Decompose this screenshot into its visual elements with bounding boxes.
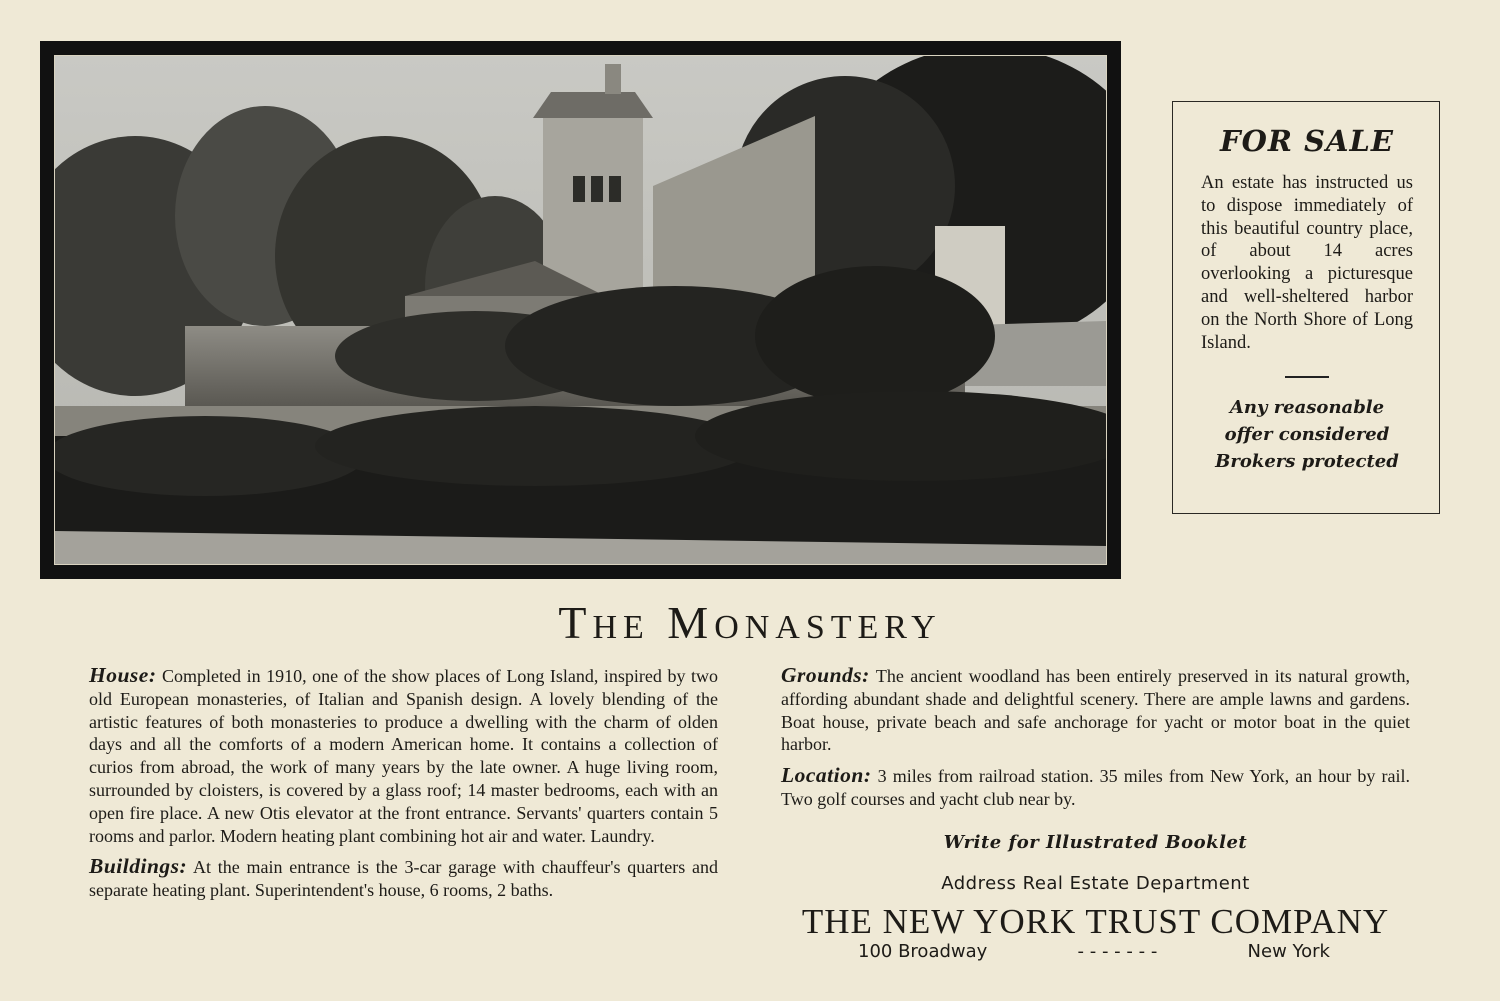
- grounds-text: The ancient woodland has been entirely preserved in its natural growth, affording abundant shade and delightful scenery. There are ample lawns and gardens. Boat house, private beach and safe anchorage for yacht or motor boat in the quiet harbor.: [781, 666, 1410, 755]
- location-paragraph: [781, 764, 1410, 811]
- offer-note-line: Brokers protected: [1215, 451, 1399, 473]
- address-line: [858, 941, 1330, 962]
- company-name: THE NEW YORK TRUST COMPANY: [801, 902, 1390, 941]
- location-label: Location:: [781, 763, 872, 788]
- grounds-label: Grounds:: [781, 663, 870, 687]
- for-sale-title: FOR SALE: [1220, 124, 1394, 158]
- buildings-paragraph: [89, 855, 718, 902]
- booklet-request: Write for Illustrated Booklet: [943, 832, 1248, 853]
- title-initial: M: [667, 597, 715, 648]
- divider-rule: [1285, 376, 1329, 378]
- title-initial: T: [558, 597, 593, 648]
- house-paragraph: [89, 664, 718, 847]
- house-label: House:: [89, 663, 157, 687]
- city-name: New York: [1247, 941, 1330, 962]
- left-column: [89, 664, 718, 910]
- estate-photo-frame: [40, 41, 1121, 579]
- address-dashes: - - - - - - -: [1077, 941, 1158, 962]
- house-text: Completed in 1910, one of the show places of Long Island, inspired by two old European monasteries, of Italian and Spanish design. A lovely blending of the artistic features of both monasteries to produce a dwelling with the charm of olden days and all the comforts of a modern American home. It contains a collection of curios from abroad, the work of many years by the late owner. A huge living room, surrounded by cloisters, is covered by a glass roof; 14 master bedrooms, each with an open fire place. A new Otis elevator at the front entrance. Servants' quarters contain 5 rooms and parlor. Modern heating plant combining hot air and water. Laundry.: [89, 666, 718, 846]
- for-sale-box: [1172, 101, 1440, 514]
- location-text: 3 miles from railroad station. 35 miles from New York, an hour by rail. Two golf courses and yacht club near by.: [781, 766, 1410, 809]
- street-address: 100 Broadway: [858, 941, 988, 962]
- estate-photo: [54, 55, 1107, 565]
- grounds-paragraph: [781, 664, 1410, 756]
- for-sale-description: An estate has instructed us to dispose immediately of this beautiful country place, of about 14 acres overlooking a picturesque and well-sheltered harbor on the North Shore of Long Island.: [1201, 173, 1413, 353]
- offer-note-line: offer considered: [1224, 424, 1390, 446]
- buildings-label: Buildings:: [89, 854, 188, 879]
- department-line: Address Real Estate Department: [941, 873, 1250, 894]
- title-word: HE: [592, 609, 650, 646]
- title-word: ONASTERY: [714, 609, 942, 646]
- offer-note: [1201, 394, 1413, 475]
- right-column: [781, 664, 1410, 819]
- buildings-text: At the main entrance is the 3-car garage with chauffeur's quarters and separate heating plant. Superintendent's house, 6 rooms, 2 baths.: [89, 857, 718, 901]
- estate-photo-illustration: [55, 56, 1106, 564]
- offer-note-line: Any reasonable: [1229, 397, 1385, 419]
- page-title: [0, 596, 1500, 649]
